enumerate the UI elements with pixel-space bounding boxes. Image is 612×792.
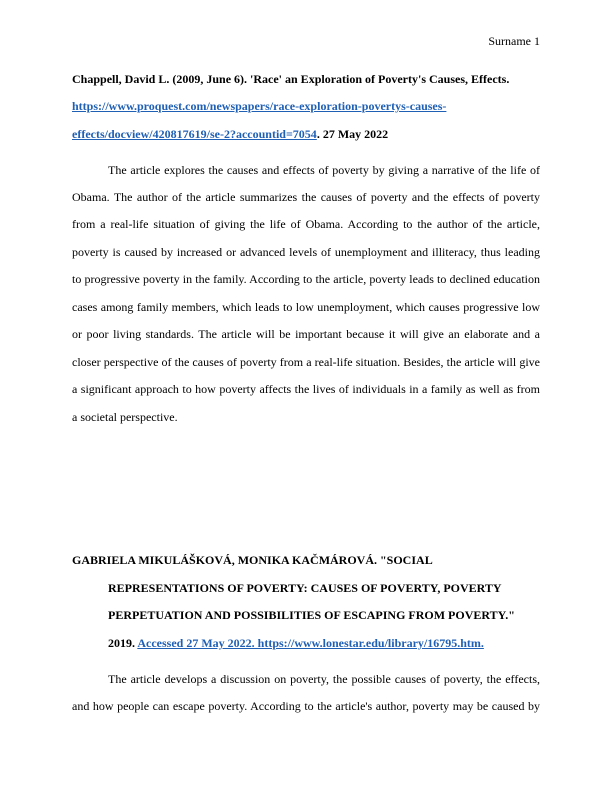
reference-1-url-part-1[interactable]: https://www.proquest.com/newspapers/race-exploration-povertys-causes- [72,99,447,113]
paragraph-1-line: a significant approach to how poverty affects the lives of individuals in a family as well as from [72,382,540,396]
paragraph-1-line: closer perspective of the causes of poverty from a real-life situation. Besides, the article will give [72,355,540,369]
paragraph-2-line: The article develops a discussion on poverty, the possible causes of poverty, the effects, [108,672,540,686]
reference-2-line-3: PERPETUATION AND POSSIBILITIES OF ESCAPING FROM POVERTY." [108,608,515,622]
reference-1-line-1: Chappell, David L. (2009, June 6). 'Race' an Exploration of Poverty's Causes, Effects. [72,72,510,86]
reference-1-access-date: . 27 May 2022 [316,127,389,141]
paragraph-1-line: Obama. The author of the article summarizes the causes of poverty and the effects of poverty [72,190,540,204]
paragraph-1-line: a societal perspective. [72,410,178,424]
reference-2-accessed-link[interactable]: Accessed 27 May 2022. https://www.lonestar.edu/library/16795.htm. [137,636,484,650]
reference-2-year: 2019. [108,636,138,650]
reference-1-line-2 [72,99,446,113]
paragraph-1-line: The article explores the causes and effects of poverty by giving a narrative of the life of [108,163,540,177]
reference-2-line-1: GABRIELA MIKULÁŠKOVÁ, MONIKA KAČMÁROVÁ. "SOCIAL [72,553,433,567]
paragraph-2-line: and how people can escape poverty. According to the article's author, poverty may be caused by [72,699,540,713]
running-head: Surname 1 [488,34,540,48]
reference-1-line-3 [72,127,388,141]
reference-1-url-part-2[interactable]: effects/docview/420817619/se-2?accountid=7054 [72,127,317,141]
reference-2-line-2: REPRESENTATIONS OF POVERTY: CAUSES OF POVERTY, POVERTY [108,581,502,595]
paragraph-1-line: cases among family members, which leads to low unemployment, which causes progressive low [72,300,540,314]
reference-2-line-4 [108,636,484,650]
paragraph-1-line: to progressive poverty in the family. According to the article, poverty leads to declined education [72,272,540,286]
paragraph-1-line: poverty is caused by increased or advanced levels of unemployment and illiteracy, thus leading [72,245,540,259]
paragraph-1-line: from a real-life situation of giving the life of Obama. According to the author of the article, [72,217,540,231]
paragraph-1-line: or poor living standards. The article will be important because it will give an elaborate and a [72,327,540,341]
